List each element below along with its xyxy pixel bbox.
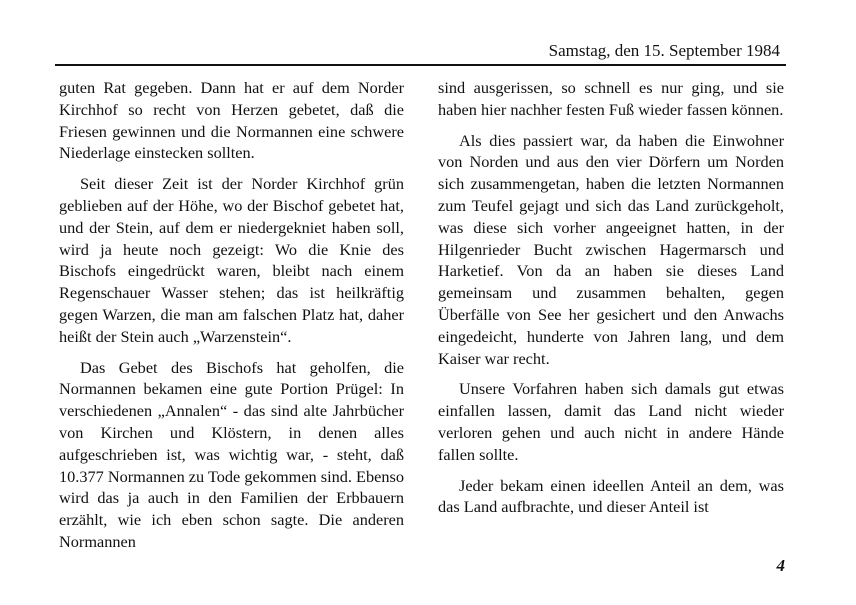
header-date: Samstag, den 15. September 1984 [548,41,780,60]
paragraph: Unsere Vorfahren haben sich damals gut etwas einfallen lassen, damit das Land nicht wieder verloren gehen und auch nicht in andere Hände fallen sollte. [438,379,784,464]
paragraph: Jeder bekam einen ideellen Anteil an dem, was das Land aufbrachte, und dieser Anteil ist [438,475,784,517]
left-column [59,77,404,562]
paragraph: Als dies passiert war, da haben die Einwohner von Norden und aus den vier Dörfern um Norden sich zusammengetan, haben die letzten Normannen zum Teufel gejagt und sich das Land zurückgeholt, was diese sich vorher angeeignet hatten, in der Hilgenrieder Bucht zwischen Hagermarsch und Harketief. Von da an haben sie dieses Land gemeinsam und zusammen behalten, gegen Überfälle von See her gesichert und den Anwachs eingedeicht, hunderte von Jahren lang, und dem Kaiser war recht. [438,130,784,368]
paragraph: Das Gebet des Bischofs hat geholfen, die Normannen bekamen eine gute Portion Prügel: In verschiedenen „Annalen“ - das sind alte Jahrbücher von Kirchen und Klöstern, in denen alles aufgeschrieben ist, was wichtig war, - steht, daß 10.377 Normannen zu Tode gekommen sind. Ebenso wird das ja auch in den Familien der Erbbauern erzählt, wie ich eben schon sagte. Die anderen Normannen [59,357,404,551]
paragraph: guten Rat gegeben. Dann hat er auf dem Norder Kirchhof so recht von Herzen gebetet, daß die Friesen gewinnen und die Normannen eine schwere Niederlage einstecken sollten. [59,78,404,163]
right-column [438,77,784,527]
page-header [55,40,786,66]
paragraph: Seit dieser Zeit ist der Norder Kirchhof grün geblieben auf der Höhe, wo der Bischof gebetet hat, und der Stein, auf dem er niedergekniet haben soll, wird ja heute noch gezeigt: Wo die Knie des Bischofs eingedrückt waren, bleibt nach einem Regenschauer Wasser stehen; das ist heilkräftig gegen Warzen, die man am falschen Platz hat, daher heißt der Stein auch „Warzenstein“. [59,174,404,346]
page-number: 4 [776,556,785,575]
paragraph: sind ausgerissen, so schnell es nur ging, und sie haben hier nachher festen Fuß wieder fassen können. [438,78,784,119]
